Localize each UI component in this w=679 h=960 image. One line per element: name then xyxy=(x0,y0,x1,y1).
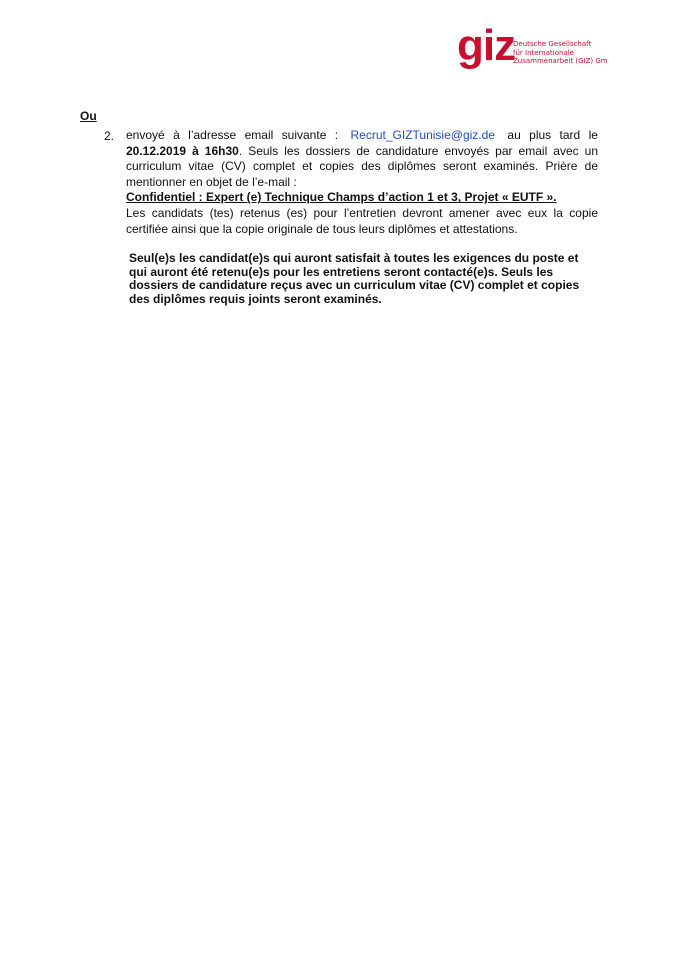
giz-logo xyxy=(457,21,608,80)
giz-logo-mark: giz xyxy=(457,21,516,70)
interview-documents-paragraph: Les candidats (tes) retenus (es) pour l’entretien devront amener avec eux la copie certifiée ainsi que la copie originale de tous leurs diplômes et attestations. xyxy=(126,206,598,236)
logo-text-line1: Deutsche Gesellschaft xyxy=(513,40,592,48)
selection-notice-paragraph: Seul(e)s les candidat(e)s qui auront satisfait à toutes les exigences du poste et qui auront été retenu(e)s pour les entretiens seront contacté(e)s. Seuls les dossiers de candidature reçus avec un curriculum vitae (CV) complet et copies des diplômes requis joints seront examinés. xyxy=(129,251,580,306)
deadline-date: 20.12.2019 à 16h30 xyxy=(126,143,239,158)
logo-text-line3: Zusammenarbeit (GIZ) Gm xyxy=(513,57,608,65)
email-subject-line: Confidentiel : Expert (e) Technique Champs d’action 1 et 3, Projet « EUTF ». xyxy=(126,190,557,205)
instructions-text: . Seuls les dossiers de candidature envoyés par email avec un curriculum vitae (CV) complet et copies des diplômes seront examinés. Prière de mentionner en objet de l’e-mail : xyxy=(126,143,598,189)
giz-logo-text xyxy=(513,40,608,66)
section-heading-ou: Ou xyxy=(80,109,97,123)
list-item-number: 2. xyxy=(104,129,115,143)
text-before-email: envoyé à l’adresse email suivante : xyxy=(126,128,339,142)
text-after-email: au plus tard le xyxy=(507,128,598,142)
application-instructions-paragraph xyxy=(126,128,598,206)
email-address-link[interactable]: Recrut_GIZTunisie@giz.de xyxy=(350,128,495,142)
logo-text-line2: für Internationale xyxy=(513,48,574,57)
